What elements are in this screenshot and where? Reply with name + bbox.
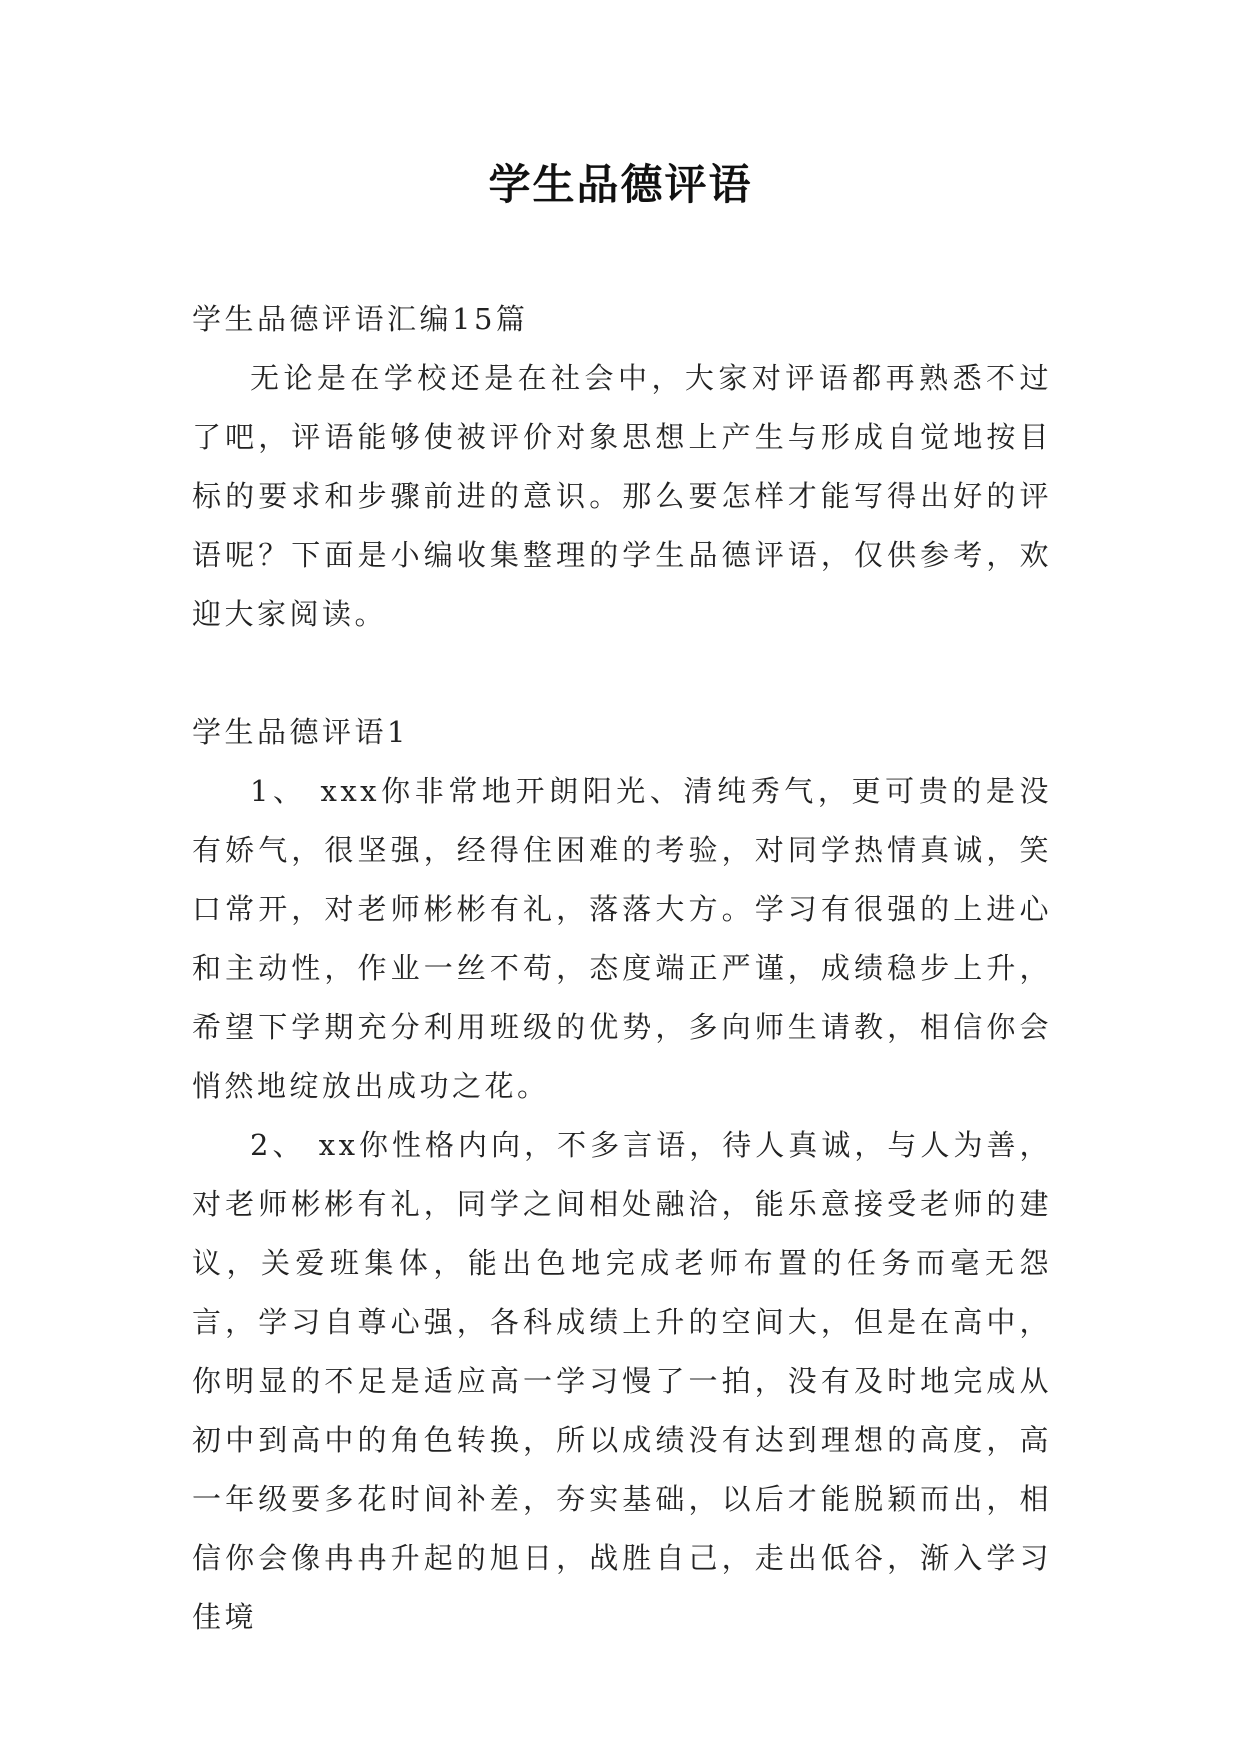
collection-subtitle: 学生品德评语汇编15篇 <box>192 302 529 336</box>
intro-paragraph: 无论是在学校还是在社会中，大家对评语都再熟悉不过了吧，评语能够使被评价对象思想上产生与形成自觉地按目标的要求和步骤前进的意识。那么要怎样才能写得出好的评语呢？下面是小编收集整理的学生品德评语，仅供参考，欢迎大家阅读。 <box>192 361 1052 631</box>
section-heading: 学生品德评语1 <box>192 715 409 749</box>
paragraph-spacer <box>192 644 1052 703</box>
comment-paragraph-1: 1、 xxx你非常地开朗阳光、清纯秀气，更可贵的是没有娇气，很坚强，经得住困难的考验，对同学热情真诚，笑口常开，对老师彬彬有礼，落落大方。学习有很强的上进心和主动性，作业一丝不苟，态度端正严谨，成绩稳步上升，希望下学期充分利用班级的优势，多向师生请教，相信你会悄然地绽放出成功之花。 <box>192 774 1052 1103</box>
document-title: 学生品德评语 <box>488 160 753 209</box>
document-body <box>192 290 1052 1647</box>
comment-paragraph-2: 2、 xx你性格内向，不多言语，待人真诚，与人为善，对老师彬彬有礼，同学之间相处融洽，能乐意接受老师的建议，关爱班集体，能出色地完成老师布置的任务而毫无怨言，学习自尊心强，各科成绩上升的空间大，但是在高中，你明显的不足是适应高一学习慢了一拍，没有及时地完成从初中到高中的角色转换，所以成绩没有达到理想的高度，高一年级要多花时间补差，夯实基础，以后才能脱颖而出，相信你会像冉冉升起的旭日，战胜自己，走出低谷，渐入学习佳境 <box>192 1128 1052 1634</box>
